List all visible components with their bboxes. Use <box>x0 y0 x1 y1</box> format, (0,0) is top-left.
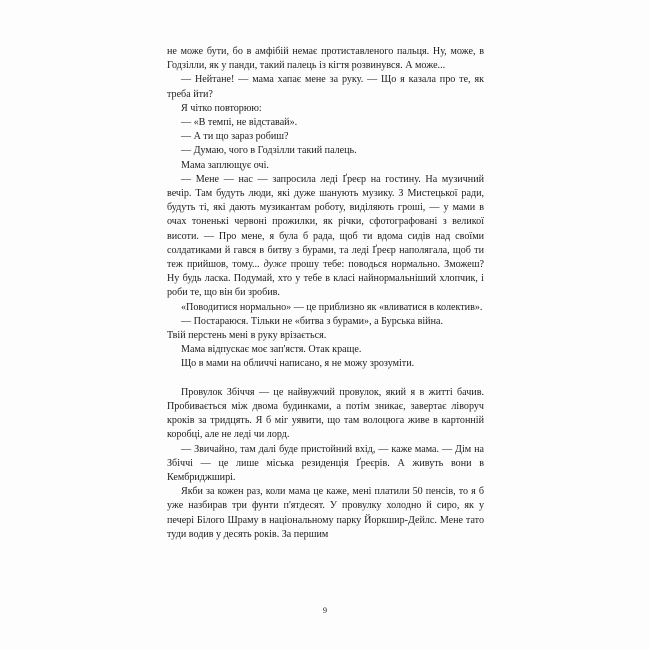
paragraph: Що в мами на обличчі написано, я не можу зрозуміти. <box>181 358 415 370</box>
paragraph: Мама відпускає моє зап'ястя. Отак краще. <box>181 344 362 356</box>
paragraph: «Поводитися нормально» — це приблизно як «вливатися в колектив». <box>181 301 483 313</box>
paragraph: Твій перстень мені в руку врізається. <box>167 330 327 342</box>
paragraph: Якби за кожен раз, коли мама це каже, мені платили 50 пенсів, то я б уже назбирав три фунти п'ятдесят. У провулку холодно й сиро, як у печері Білого Шраму в національному парку Йоркшир-Дейлс. Мене тато туди водив у десять років. За першим <box>167 486 484 540</box>
paragraph-text-tail: прошу тебе: поводься нормально. Зможеш? Ну будь ласка. Подумай, хто у тебе в класі найнормальніший хлопчик, і роби те, що він би зробив. <box>167 259 484 299</box>
paragraph-text-lead: — Мене — нас — запросила леді Ґреєр на гостину. На музичний вечір. Там будуть люди, які дуже шанують музику. З Мистецької ради, будуть ті, які дають музикантам роботу, виділяють гроші, — у мами в очах тоненькі червоні прожилки, як річки, сфотографовані з великої висоти. — Про мене, я була б рада, щоб ти вдома сидів над своїми солдатиками й гався в битву з бурами, та леді Ґреєр наполягала, щоб ти теж прийшов, тому... <box>167 173 484 271</box>
paragraph: — «В темпі, не відставай». <box>181 117 298 129</box>
paragraph: — Нейтане! — мама хапає мене за руку. — Що я казала про те, як треба йти? <box>167 74 484 100</box>
paragraph: — Звичайно, там далі буде пристойний вхід, — каже мама. — Дім на Збіччі — це лише міська резиденція Ґреєрів. А живуть вони в Кембриджширі. <box>167 443 484 484</box>
paragraph: — Думаю, чого в Годзілли такий палець. <box>181 145 357 157</box>
page-number: 9 <box>322 606 328 615</box>
emphasis-word: дуже <box>263 259 287 271</box>
paragraph: — А ти що зараз робиш? <box>181 131 289 143</box>
page-text-body <box>167 45 484 542</box>
paragraph: — Постараюся. Тільки не «битва з бурами», а Бурська війна. <box>181 315 443 327</box>
paragraph-with-emphasis <box>167 173 484 301</box>
paragraph-section-start: Провулок Збіччя — це найвужчий провулок, який я в житті бачив. Пробивається між двома будинками, а потім зникає, завертає ліворуч кроків за тридцять. Я б міг уявити, що там волоцюга живе в картонній коробці, але не леді чи лорд. <box>167 386 484 441</box>
paragraph: Я чітко повторюю: <box>181 102 262 114</box>
paragraph: не може бути, бо в амфібій немає протиставленого пальця. Ну, може, в Годзілли, як у панди, такий палець із кігтя розвинувся. А може... <box>167 46 484 72</box>
paragraph: Мама заплющує очі. <box>181 159 269 171</box>
